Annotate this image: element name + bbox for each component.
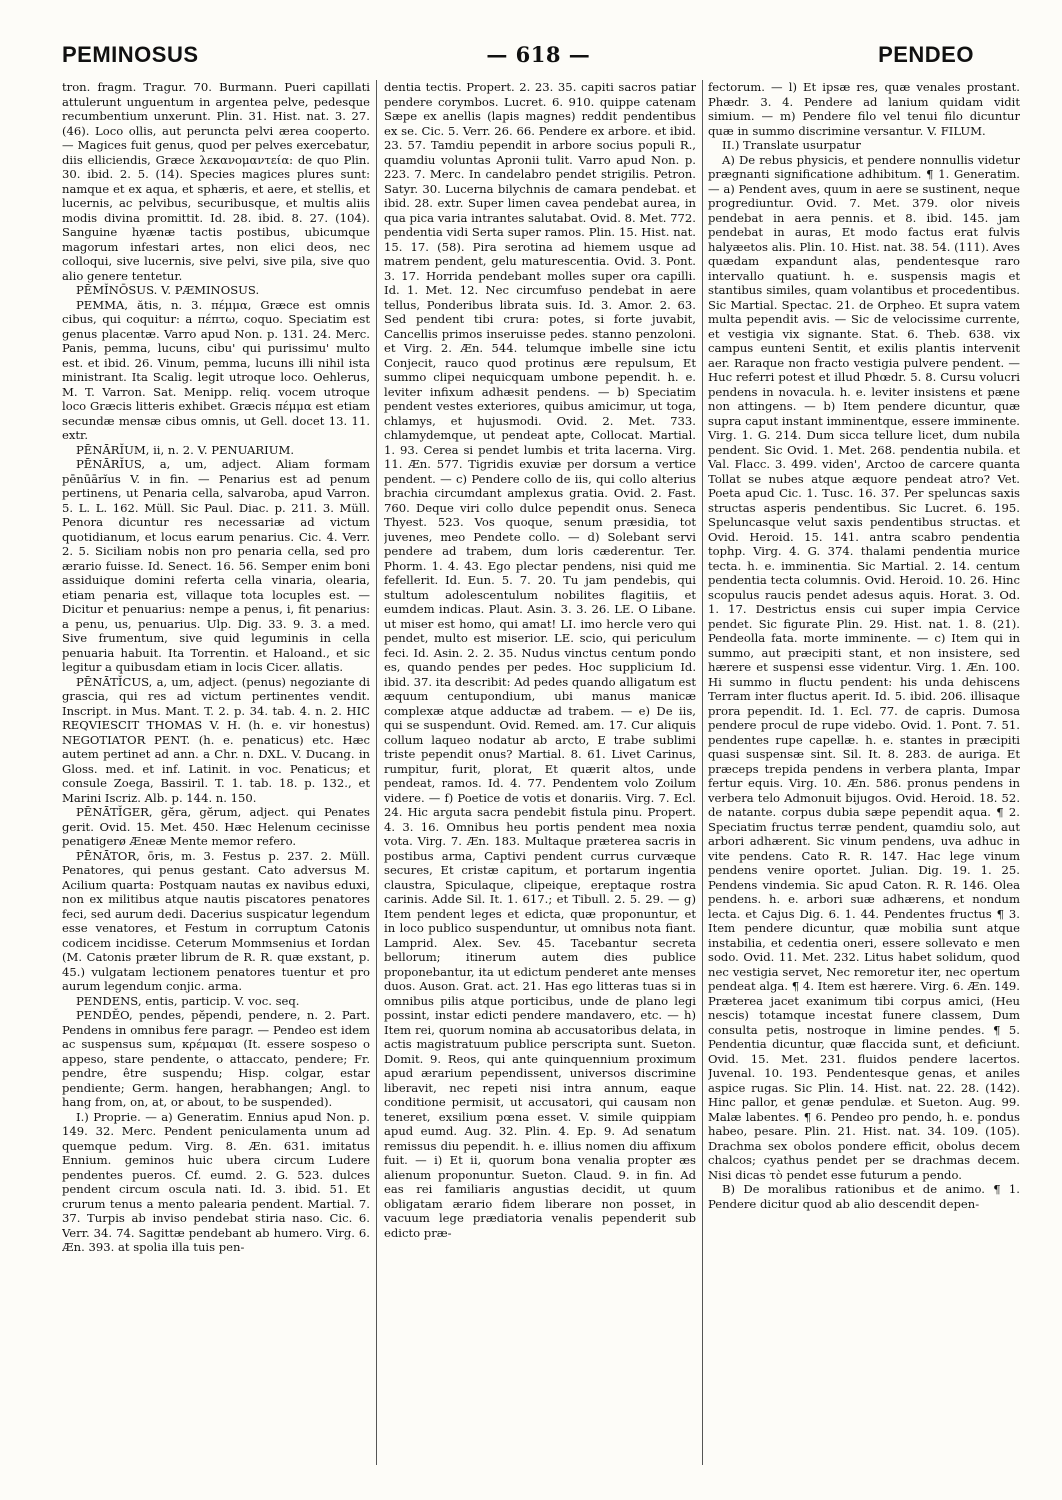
entry-paragraph: tron. fragm. Tragur. 70. Burmann. Pueri capillati attulerunt unguentum in argentea pelve, pedesque recumbentium unxerunt. Plin. 31. Hist. nat. 3. 27. (46). Loco ollis, aut peruncta pelvi ærea cooperto. — Magices fuit genus, quod per pelves exercebatur, diis elliciendis, Græce λεκανομαντεία: de quo Plin. 30. ibid. 2. 5. (14). Species magices plures sunt: namque et ex aqua, et sphæris, et aere, et stellis, et lucernis, ac pelvibus, securibusque, et multis aliis modis divina promittit. Id. 28. ibid. 8. 27. (104). Sanguine hyænæ tactis postibus, ubicumque magorum infestari artes, non elici deos, nec colloqui, sive lucernis, sive pelvi, sive pila, sive quo alio genere tentetur.	[62, 80, 370, 283]
entry-paragraph: PĒMĬNŌSUS. V. PÆMINOSUS.	[76, 283, 260, 297]
header-left-headword: PEMINOSUS	[62, 42, 199, 67]
entry-paragraph: PĒNĀRĬUS, a, um, adject. Aliam formam pēnūārĭus V. in fin. — Penarius est ad penum pertinens, ut Penaria cella, salvaroba, apud Varron. 5. L. L. 162. Müll. Sic Paul. Diac. p. 211. 3. Müll. Penora dicuntur res necessariæ ad victum quotidianum, et locus earum penarius. Cic. 4. Verr. 2. 5. Siciliam nobis non pro penaria cella, sed pro ærario fuisse. Id. Senect. 16. 56. Semper enim boni assiduique domini referta cella vinaria, olearia, etiam penaria est, villaque tota locuples est. — Dicitur et penuarius: nempe a penus, i, fit penarius: a penu, us, penuarius. Ulp. Dig. 33. 9. 3. a med. Sive frumentum, sive quid leguminis in cella penuaria habuit. Ita Torrentin. et Haloand., et sic legitur a quibusdam etiam in locis Cicer. allatis.	[62, 457, 370, 674]
running-header	[62, 42, 1022, 74]
entry-paragraph: A) De rebus physicis, et pendere nonnullis videtur prægnanti significatione adhibitum. ¶ 1. Generatim. — a) Pendent aves, quum in aere se sustinent, neque progrediuntur. Ovid. 7. Met. 379. olor niveis pendebat in aera pennis. et 8. ibid. 145. jam pendebat in auras, Et modo factus erat fulvis halyæetos alis. Plin. 10. Hist. nat. 38. 54. (111). Aves quædam expandunt alas, pendentesque raro intervallo quatiunt. h. e. suspensis magis et stantibus similes, quam volantibus et procedentibus. Sic Martial. Spectac. 21. de Orpheo. Et supra vatem multa pependit avis. — Sic de velocissime currente, et vestigia vix signante. Stat. 6. Theb. 638. vix campus eunteni Sentit, et exilis plantis intervenit aer. Raraque non fracto vestigia pulvere pendent. — Huc referri potest et illud Phœdr. 5. 8. Cursu volucri pendens in novacula. h. e. leviter insistens et pæne non attingens. — b) Item pendere dicuntur, quæ supra caput instant imminentque, essere imminente. Virg. 1. G. 214. Dum sicca tellure licet, dum nubila pendent. Sic Ovid. 1. Met. 268. pendentia nubila. et Val. Flacc. 3. 499. viden', Arctoo de carcere quanta Tollat se nubes atque æquore pendeat atro? Vet. Poeta apud Cic. 1. Tusc. 16. 37. Per speluncas saxis structas asperis pendentibus. Sic Lucret. 6. 195. Speluncasque velut saxis pendentibus structas. et Ovid. Heroid. 15. 141. antra scabro pendentia tophp. Virg. 4. G. 374. thalami pendentia murice tecta. h. e. imminentia. Sic Martial. 2. 14. centum pendentia tecta columnis. Ovid. Heroid. 10. 26. Hinc scopulus raucis pendet adesus aquis. Horat. 3. Od. 1. 17. Destrictus ensis cui super impia Cervice pendet. Sic figurate Plin. 29. Hist. nat. 1. 8. (21). Pendeolla fata. morte imminente. — c) Item qui in summo, aut præcipiti stant, et non insistere, sed hærere et suspensi esse videntur. Virg. 1. Æn. 100. Hi summo in fluctu pendent: his unda dehiscens Terram inter fluctus aperit. Id. 5. ibid. 206. illisaque prora pependit. Id. 1. Ecl. 77. de capris. Dumosa pendere procul de rupe videbo. Ovid. 1. Pont. 7. 51. pendentes rupe capellæ. h. e. stantes in præcipiti quasi suspensæ sint. Sil. It. 8. 283. de auriga. Et præceps trepida pendens in verbera planta, Impar fertur equis. Virg. 10. Æn. 586. pronus pendens in verbera telo Admonuit bijugos. Ovid. Heroid. 18. 52. de natante. corpus dubia sæpe pependit aqua. ¶ 2. Speciatim fructus terræ pendent, quamdiu solo, aut arbori adhærent. Sic vinum pendens, uva adhuc in vite pendens. Cato R. R. 147. Hac lege vinum pendens venire oportet. Julian. Dig. 19. 1. 25. Pendens vindemia. Sic apud Caton. R. R. 146. Olea pendens. h. e. arbori suæ adhærens, et nondum lecta. et Cajus Dig. 6. 1. 44. Pendentes fructus ¶ 3. Item pendere dicuntur, quæ mobilia sunt atque instabilia, et cedentia oneri, essere sollevato e men sodo. Ovid. 11. Met. 232. Litus habet solidum, quod nec vestigia servet, Nec remoretur iter, nec opertum pendeat alga. ¶ 4. Item est hærere. Virg. 6. Æn. 149. Præterea jacet exanimum tibi corpus amici, (Heu nescis) totamque incestat funere classem, Dum consulta petis, nostroque in limine pendes. ¶ 5. Pendentia dicuntur, quæ flaccida sunt, et deficiunt. Ovid. 15. Met. 231. fluidos pendere lacertos. Juvenal. 10. 193. Pendentesque genas, et aniles aspice rugas. Sic Plin. 14. Hist. nat. 22. 28. (142). Hinc pallor, et genæ pendulæ. et Sueton. Aug. 99. Malæ labentes. ¶ 6. Pendeo pro pendo, h. e. pondus habeo, pesare. Plin. 21. Hist. nat. 34. 109. (105). Drachma sex obolos pondere efficit, obolus decem chalcos; cyathus pendet per se drachmas decem. Nisi dicas τὸ pendet esse futurum a pendo.	[708, 152, 1020, 1182]
header-right-headword: PENDEO	[878, 42, 974, 67]
column-divider	[376, 80, 377, 1465]
entry-paragraph: dentia tectis. Propert. 2. 23. 35. capiti sacros patiar pendere corymbos. Lucret. 6. 910. quippe catenam Sæpe ex anellis (lapis magnes) reddit pendentibus ex se. Cic. 5. Verr. 26. 66. Pendere ex arbore. et ibid. 23. 57. Tamdiu pependit in arbore socius populi R., quamdiu voluntas Apronii tulit. Varro apud Non. p. 223. 7. Merc. In candelabro pendet strigilis. Petron. Satyr. 30. Lucerna bilychnis de camara pendebat. et ibid. 28. extr. Super limen cavea pendebat aurea, in qua pica varia intrantes salutabat. Ovid. 8. Met. 772. pendentia vidi Serta super ramos. Plin. 15. Hist. nat. 15. 17. (58). Pira serotina ad hiemem usque ad matrem pendent, gelu maturescentia. Ovid. 3. Pont. 3. 17. Horrida pendebant molles super ora capilli. Id. 1. Met. 12. Nec circumfuso pendebat in aere tellus, Ponderibus librata suis. Id. 3. Amor. 2. 63. Sed pendent tibi crura: potes, si forte juvabit, Cancellis primos inseruisse pedes. stanno penzoloni. et Virg. 2. Æn. 544. telumque imbelle sine ictu Conjecit, rauco quod protinus ære repulsum, Et summo clipei nequicquam umbone pependit. h. e. leviter infixum adhæsit pendens. — b) Speciatim pendent vestes exteriores, quibus amicimur, ut toga, chlamys, et hujusmodi. Ovid. 2. Met. 733. chlamydemque, ut pendeat apte, Collocat. Martial. 1. 93. Cerea si pendet lumbis et trita lacerna. Virg. 11. Æn. 577. Tigridis exuviæ per dorsum a vertice pendent. — c) Pendere collo de iis, qui collo alterius brachia circumdant amplexus gratia. Ovid. 2. Fast. 760. Deque viri collo dulce pependit onus. Seneca Thyest. 523. Vos quoque, senum præsidia, tot juvenes, meo Pendete collo. — d) Solebant servi pendere ad trabem, dum loris cæderentur. Ter. Phorm. 1. 4. 43. Ego plectar pendens, nisi quid me fefellerit. Id. Eun. 5. 7. 20. Tu jam pendebis, qui stultum adolescentulum nobilites flagitiis, et eumdem indicas. Plaut. Asin. 3. 3. 26. LE. O Libane. ut miser est homo, qui amat! LI. imo hercle vero qui pendet, multo est miserior. LE. scio, qui periculum feci. Id. Asin. 2. 2. 35. Nudus vinctus centum pondo es, quando pendes per pedes. Hoc supplicium Id. ibid. 37. ita describit: Ad pedes quando alligatum est æquum centupondium, ubi manus manicæ complexæ atque adductæ ad trabem. — e) De iis, qui se suspendunt. Ovid. Remed. am. 17. Cur aliquis collum laqueo nodatur ab arcto, E trabe sublimi triste pependit onus? Martial. 8. 61. Livet Carinus, rumpitur, furit, plorat, Et quærit altos, unde pendeat, ramos. Id. 4. 77. Pendentem volo Zoilum videre. — f) Poetice de votis et donariis. Virg. 7. Ecl. 24. Hic arguta sacra pendebit fistula pinu. Propert. 4. 3. 16. Omnibus heu portis pendent mea noxia vota. Virg. 7. Æn. 183. Multaque præterea sacris in postibus arma, Captivi pendent currus curvæque secures, Et cristæ capitum, et portarum ingentia claustra, Spiculaque, clipeique, ereptaque rostra carinis. Adde Sil. It. 1. 617.; et Tibull. 2. 5. 29. — g) Item pendent leges et edicta, quæ proponuntur, et in loco publico suspenduntur, ut omnibus nota fiant. Lamprid. Alex. Sev. 45. Tacebantur secreta bellorum; itinerum autem dies publice proponebantur, ita ut edictum penderet ante menses duos. Auson. Grat. act. 21. Has ego litteras tuas si in omnibus pilis atque porticibus, unde de plano legi possint, instar edicti pendere mandavero, etc. — h) Item rei, quorum nomina ab accusatoribus delata, in actis magistratuum publice perscripta sunt. Sueton. Domit. 9. Reos, qui ante quinquennium proximum apud ærarium pependissent, universos discrimine liberavit, nec repeti nisi intra annum, eaque conditione permisit, ut accusatori, qui causam non teneret, exsilium pœna esset. V. simile quippiam apud eumd. Aug. 32. Plin. 4. Ep. 9. Ad senatum remissus diu pependit. h. e. illius nomen diu affixum fuit. — i) Et ii, quorum bona venalia propter æs alienum proponuntur. Sueton. Claud. 9. in fin. Ad eas rei familiaris angustias decidit, ut quum obligatam ærario fidem liberare non posset, in vacuum lege prædiatoria venalis pependerit sub edicto præ-	[384, 80, 696, 1240]
column-2	[384, 80, 696, 1470]
entry-paragraph: II.) Translate usurpatur	[722, 138, 861, 152]
entry-paragraph: PEMMA, ătis, n. 3. πέμμα, Græce est omnis cibus, qui coquitur: a πέπτω, coquo. Speciatim est genus placentæ. Varro apud Non. p. 131. 24. Merc. Panis, pemma, lucuns, cibu' qui purissimu' multo est. et ibid. 26. Vinum, pemma, lucuns illi nihil ista ministrant. Ita Scalig. legit utroque loco. Oehlerus, M. T. Varron. Sat. Menipp. reliq. vocem utroque loco Græcis litteris exhibet. Græcis πέμμα est etiam secundæ mensæ cibus omnis, ut Gell. docet 13. 11. extr.	[62, 297, 370, 442]
page-number: — 618 —	[486, 42, 591, 67]
entry-paragraph: fectorum. — l) Et ipsæ res, quæ venales prostant. Phædr. 3. 4. Pendere ad lanium quidam vidit simium. — m) Pendere filo vel tenui filo dicuntur quæ in summo discrimine versantur. V. FILUM.	[708, 80, 1020, 138]
entry-paragraph: PENDĔO, pendes, pĕpendi, pendere, n. 2. Part. Pendens in omnibus fere paragr. — Pendeo est idem ac suspensus sum, κρέμαμαι (It. essere sospeso o appeso, stare pendente, o attaccato, pendere; Fr. pendre, être suspendu; Hisp. colgar, estar pendiente; Germ. hangen, herabhangen; Angl. to hang from, on, at, or about, to be suspended).	[62, 1008, 370, 1109]
column-1	[62, 80, 370, 1470]
entry-paragraph: PĒNĀTOR, ōris, m. 3. Festus p. 237. 2. Müll. Penatores, qui penus gestant. Cato adversus M. Acilium quarta: Postquam nautas ex navibus eduxi, non ex militibus atque nautis piscatores penatores feci, sed aurum dedi. Dacerius suspicatur legendum esse venatores, et Festum in corruptum Catonis codicem incidisse. Ceterum Mommsenius et Iordan (M. Catonis præter librum de R. R. quæ exstant, p. 45.) vulgatam lectionem penatores tuentur et pro aurum legendum conjic. arma.	[62, 848, 370, 993]
column-divider	[702, 80, 703, 1465]
entry-paragraph: PENDENS, entis, particip. V. voc. seq.	[76, 993, 300, 1008]
entry-paragraph: PĒNĀTĬCUS, a, um, adject. (penus) negoziante di grascia, qui res ad victum pertinentes vendit. Inscript. in Mus. Mant. T. 2. p. 34. tab. 4. n. 2. HIC REQVIESCIT THOMAS V. H. (h. e. vir honestus) NEGOTIATOR PENT. (h. e. penaticus) etc. Hæc autem pertinet ad ann. a Chr. n. DXL. V. Ducang. in Gloss. med. et inf. Latinit. in voc. Penaticus; et consule Zoega, Bassiril. T. 1. tab. 18. p. 132., et Marini Iscriz. Alb. p. 144. n. 150.	[62, 674, 370, 805]
entry-paragraph: PĒNĀRĬUM, ii, n. 2. V. PENUARIUM.	[76, 442, 295, 457]
entry-paragraph: I.) Proprie. — a) Generatim. Ennius apud Non. p. 149. 32. Merc. Pendent peniculamenta unum ad quemque pedum. Virg. 8. Æn. 631. imitatus Ennium. geminos huic ubera circum Ludere pendentes pueros. Cf. eumd. 2. G. 523. dulces pendent circum oscula nati. Id. 3. ibid. 51. Et crurum tenus a mento palearia pendent. Martial. 7. 37. Turpis ab inviso pendebat stiria naso. Cic. 6. Verr. 34. 74. Sagittæ pendebant ab humero. Virg. 6. Æn. 393. at spolia illa tuis pen-	[62, 1109, 370, 1254]
column-3	[708, 80, 1020, 1470]
entry-paragraph: PĒNĀTĬGER, gĕra, gĕrum, adject. qui Penates gerit. Ovid. 15. Met. 450. Hæc Helenum cecinisse penatigerø Æneæ Mente memor refero.	[62, 805, 370, 848]
entry-paragraph: B) De moralibus rationibus et de animo. ¶ 1. Pendere dicitur quod ab alio descendit depen-	[708, 1182, 1020, 1211]
